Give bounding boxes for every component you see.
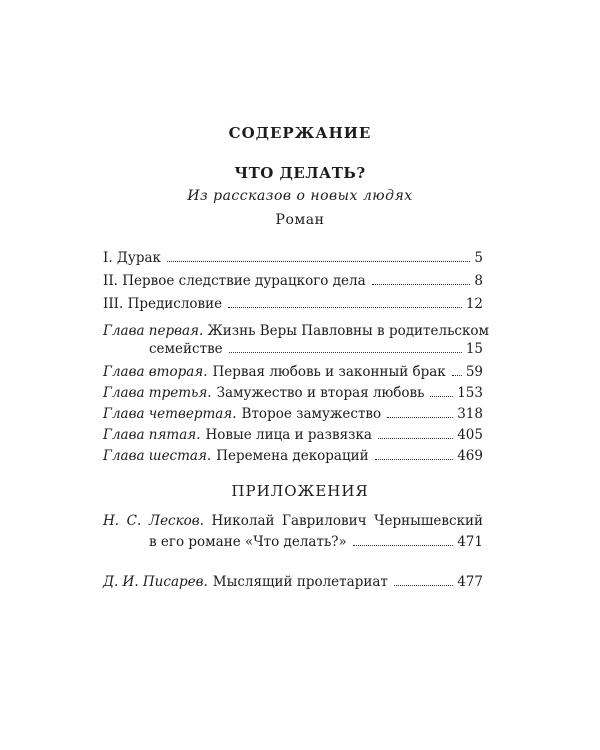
appendix-entry-prefix: Н. С. Лесков. <box>103 513 204 529</box>
toc-entry-title: I. Дурак <box>103 250 161 266</box>
dot-leader <box>353 545 453 546</box>
appendix-entry-page: 471 <box>457 534 483 550</box>
toc-entry-prefix: Глава пятая. <box>103 427 201 443</box>
toc-entry-prefix: Глава шестая. <box>103 448 212 464</box>
appendix-entry-title: Мыслящий пролетариат <box>212 574 388 590</box>
toc-entry-page: 5 <box>474 250 483 266</box>
dot-leader <box>430 396 453 397</box>
toc-entry-title: семействе <box>149 341 223 357</box>
dot-leader <box>452 375 462 376</box>
toc-entry-page: 318 <box>457 406 483 422</box>
appendix-entry-continuation <box>149 533 483 551</box>
dot-leader <box>372 284 471 285</box>
toc-entry-page: 12 <box>465 296 483 312</box>
dot-leader <box>394 585 453 586</box>
toc-entry <box>103 295 483 313</box>
toc-entry-page: 469 <box>457 448 483 464</box>
toc-entry-title: Новые лица и развязка <box>205 427 372 443</box>
toc-entry-prefix: Глава вторая. <box>103 364 208 380</box>
toc-entry <box>103 384 483 402</box>
toc-entry-page: 405 <box>457 427 483 443</box>
toc-entry <box>103 363 483 381</box>
toc-entry <box>103 426 483 444</box>
toc-entry <box>103 405 483 423</box>
toc-entry-title: Первая любовь и законный брак <box>212 364 446 380</box>
appendix-entry-title: в его романе «Что делать?» <box>149 534 347 550</box>
appendix-entry-prefix: Д. И. Писарев. <box>103 574 208 590</box>
toc-entry-page: 153 <box>457 385 483 401</box>
toc-entry-prefix: Глава первая. <box>103 323 204 339</box>
toc-entry-prefix: Глава третья. <box>103 385 212 401</box>
toc-entry-title: II. Первое следствие дурацкого дела <box>103 273 366 289</box>
dot-leader <box>228 307 462 308</box>
toc-entry-prefix: Глава четвертая. <box>103 406 237 422</box>
toc-entry <box>103 249 483 267</box>
toc-entry-page: 15 <box>465 341 483 357</box>
appendix-title: ПРИЛОЖЕНИЯ <box>231 482 369 500</box>
appendix-entry <box>103 573 483 591</box>
appendix-entry-page: 477 <box>457 574 483 590</box>
toc-entry-title: III. Предисловие <box>103 296 223 312</box>
dot-leader <box>375 459 454 460</box>
book-genre: Роман <box>275 212 325 228</box>
dot-leader <box>378 438 453 439</box>
book-title: ЧТО ДЕЛАТЬ? <box>234 164 366 182</box>
toc-entry-page: 59 <box>465 364 483 380</box>
dot-leader <box>167 261 470 262</box>
toc-entry-title: Жизнь Веры Павловны в родительском <box>207 323 490 339</box>
toc-entry <box>103 447 483 465</box>
toc-entry <box>103 272 483 290</box>
appendix-entry-title: Николай Гаврилович Чернышевский <box>211 513 484 529</box>
dot-leader <box>229 352 462 353</box>
toc-entry-title: Замужество и вторая любовь <box>216 385 425 401</box>
toc-entry-title: Второе замужество <box>241 406 382 422</box>
toc-entry-page: 8 <box>474 273 483 289</box>
toc-entry-first-line <box>103 322 490 340</box>
toc-entry-title: Перемена декораций <box>216 448 369 464</box>
dot-leader <box>387 417 453 418</box>
toc-entry-continuation <box>149 340 483 358</box>
contents-title: СОДЕРЖАНИЕ <box>228 124 372 142</box>
book-subtitle: Из рассказов о новых людях <box>187 188 413 204</box>
appendix-entry-first-line <box>103 512 483 530</box>
